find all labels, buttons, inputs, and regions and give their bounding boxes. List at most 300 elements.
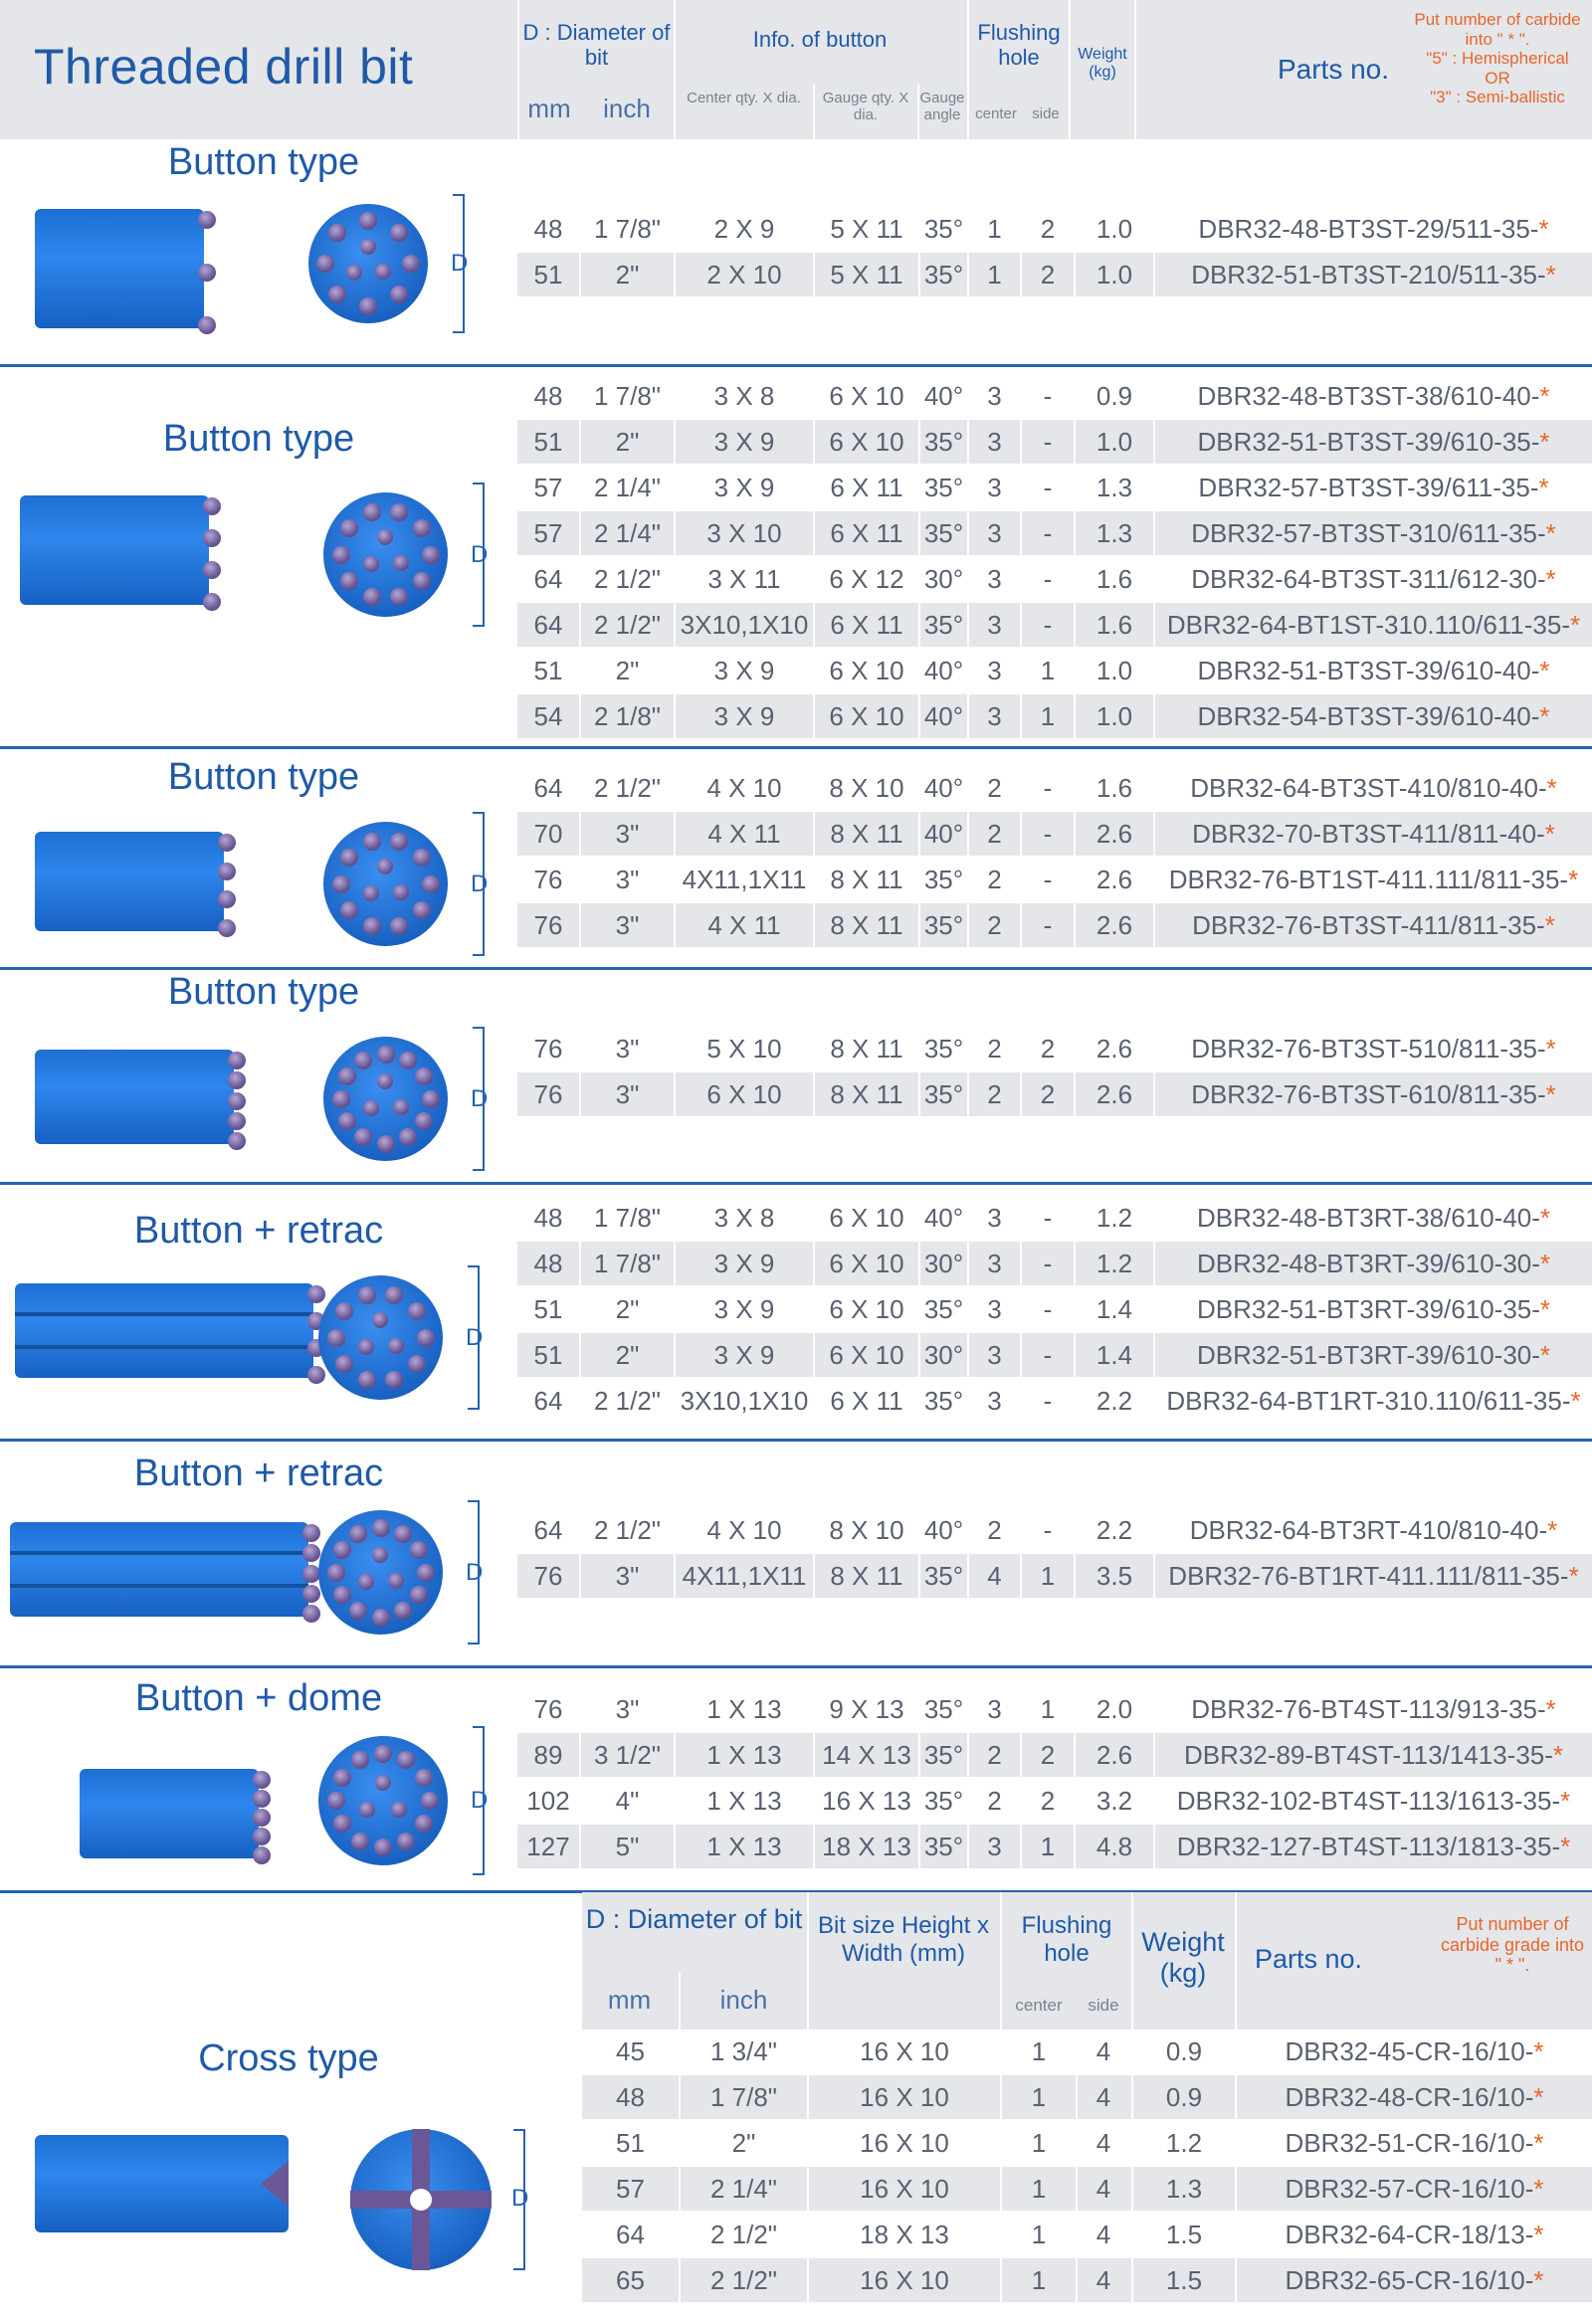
gauge-qty-cell: 8 X 11 <box>830 865 903 894</box>
center-qty-cell: 4 X 10 <box>706 773 782 803</box>
flushing-center-cell: 3 <box>987 1203 1002 1233</box>
part-number-text: DBR32-127-BT4ST-113/1813-35- <box>1176 1832 1561 1861</box>
gauge-angle-cell: 35° <box>923 1386 964 1416</box>
cell-divider <box>674 1072 676 1116</box>
center-qty-cell: 3 X 10 <box>706 518 782 548</box>
mm-cell: 48 <box>533 381 563 411</box>
inch-cell: 2" <box>615 1294 640 1324</box>
flushing-center-cell: 2 <box>987 910 1002 940</box>
cell-divider <box>967 253 969 296</box>
section-title: Button type <box>162 418 355 460</box>
table-row <box>517 374 1592 418</box>
gauge-angle-header: Gauge angle <box>919 90 965 124</box>
carbide-button-image <box>351 1751 369 1769</box>
cell-divider <box>674 420 676 464</box>
carbide-placeholder: * <box>1570 1386 1581 1416</box>
carbide-placeholder: * <box>1560 1786 1571 1816</box>
dimension-cap <box>513 2129 525 2131</box>
part-number-cell <box>1155 766 1592 810</box>
divider <box>1134 0 1136 139</box>
bit-size-cell: 16 X 10 <box>860 2174 949 2204</box>
gauge-qty-cell: 6 X 11 <box>830 518 903 548</box>
flushing-center-cell: 3 <box>987 1386 1002 1416</box>
flushing-side-cell: - <box>1043 1515 1053 1545</box>
cell-divider <box>1153 603 1155 647</box>
gauge-qty-cell: 6 X 10 <box>829 1294 904 1324</box>
dimension-label: D <box>471 540 489 568</box>
mm-cell: 45 <box>616 2036 645 2066</box>
part-number-text: DBR32-76-BT3ST-510/811-35- <box>1191 1034 1546 1064</box>
carbide-button-image <box>228 1092 246 1110</box>
gauge-qty-cell: 6 X 11 <box>830 610 903 640</box>
weight-cell: 1.0 <box>1095 260 1133 290</box>
part-number-text: DBR32-48-BT3RT-38/610-40- <box>1196 1203 1540 1233</box>
carbide-button-image <box>363 1100 379 1116</box>
center-qty-cell: 3 X 9 <box>713 1294 775 1324</box>
cross-inch-header: inch <box>719 1985 768 2015</box>
carbide-placeholder: * <box>1568 1561 1579 1591</box>
carbide-button-image <box>302 1585 320 1603</box>
cell-divider <box>674 903 676 947</box>
part-number-text: DBR32-64-CR-18/13- <box>1285 2220 1534 2249</box>
table-row <box>517 1196 1592 1240</box>
flushing-center-cell: 3 <box>987 656 1002 685</box>
part-number-cell <box>1237 2030 1592 2073</box>
flushing-center-cell: 3 <box>987 1249 1002 1278</box>
cross-weight-header: Weight (kg) <box>1141 1927 1225 1989</box>
flushing-side-cell: 1 <box>1040 656 1056 685</box>
table-row <box>517 1287 1592 1331</box>
gauge-angle-cell: 40° <box>923 701 964 731</box>
part-number-cell <box>1155 557 1592 601</box>
carbide-button-image <box>408 1355 426 1373</box>
carbide-placeholder: * <box>1539 1294 1551 1324</box>
gauge-angle-cell: 35° <box>923 910 964 940</box>
carbide-button-image <box>363 588 381 606</box>
flushing-center-cell: 1 <box>1031 2082 1047 2112</box>
flushing-center-cell: 1 <box>1031 2174 1047 2204</box>
part-number-text: DBR32-51-BT3ST-39/610-40- <box>1197 656 1540 685</box>
weight-cell: 1.0 <box>1095 656 1133 685</box>
cell-divider <box>813 1733 815 1777</box>
center-qty-cell: 3 X 9 <box>713 701 775 731</box>
cell-divider <box>918 812 920 856</box>
carbide-placeholder: * <box>1544 910 1555 940</box>
flushing-center-cell: 2 <box>987 865 1002 894</box>
part-number-text: DBR32-57-CR-16/10- <box>1285 2174 1534 2204</box>
inch-cell: 2 1/2" <box>593 1386 662 1416</box>
flushing-side-cell: - <box>1043 1294 1053 1324</box>
carbide-placeholder: * <box>1533 2128 1544 2158</box>
divider <box>813 85 815 139</box>
inch-cell: 1 7/8" <box>593 1203 662 1233</box>
carbide-button-image <box>372 1519 390 1537</box>
flushing-side-cell: 2 <box>1040 1034 1056 1064</box>
carbide-button-image <box>340 572 358 590</box>
part-number-text: DBR32-76-BT4ST-113/913-35- <box>1191 1694 1546 1724</box>
cell-divider <box>674 511 676 555</box>
cell-divider <box>1000 2258 1002 2302</box>
cross-bit-face-image <box>350 2129 492 2270</box>
gauge-qty-cell: 5 X 11 <box>830 214 903 244</box>
cross-flushing-center: center <box>1015 1996 1063 2015</box>
dimension-cap <box>473 1873 485 1875</box>
center-qty-cell: 3 X 9 <box>713 1340 775 1370</box>
flushing-side-cell: - <box>1043 773 1053 803</box>
flushing-side-cell: 1 <box>1040 1561 1056 1591</box>
carbide-button-image <box>375 1775 391 1791</box>
cell-divider <box>579 1554 581 1598</box>
flushing-center-cell: 1 <box>1031 2036 1047 2066</box>
gauge-qty-cell: 6 X 10 <box>829 1203 904 1233</box>
dimension-cap <box>473 483 485 484</box>
flushing-side-cell: 1 <box>1040 701 1056 731</box>
part-number-cell <box>1155 1554 1592 1598</box>
flushing-center-cell: 1 <box>1031 2128 1047 2158</box>
carbide-button-image <box>390 588 408 606</box>
gauge-angle-cell: 35° <box>923 1561 964 1591</box>
dimension-label: D <box>471 870 489 897</box>
carbide-button-image <box>335 1302 353 1320</box>
part-number-text: DBR32-51-CR-16/10- <box>1285 2128 1534 2158</box>
inch-cell: 2 1/2" <box>593 610 662 640</box>
carbide-button-image <box>198 316 216 334</box>
carbide-placeholder: * <box>1539 381 1550 411</box>
cell-divider <box>579 1333 581 1377</box>
cell-divider <box>1235 2075 1237 2119</box>
carbide-button-image <box>415 1067 433 1085</box>
part-number-text: DBR32-54-BT3ST-39/610-40- <box>1197 701 1540 731</box>
flushing-center-cell: 3 <box>987 1694 1002 1724</box>
weight-cell: 1.2 <box>1095 1249 1133 1278</box>
cross-flushing-side: side <box>1088 1996 1119 2015</box>
cell-divider <box>1074 812 1076 856</box>
center-qty-cell: 4 X 10 <box>706 1515 782 1545</box>
flushing-center-cell: 3 <box>987 381 1002 411</box>
cell-divider <box>579 903 581 947</box>
table-row <box>517 466 1592 509</box>
weight-cell: 1.3 <box>1095 518 1133 548</box>
flushing-center-cell: 3 <box>987 1294 1002 1324</box>
cell-divider <box>1153 253 1155 296</box>
carbide-button-image <box>385 1286 403 1304</box>
cell-divider <box>1074 694 1076 738</box>
cell-divider <box>1020 253 1022 296</box>
part-number-text: DBR32-57-BT3ST-39/611-35- <box>1198 473 1539 502</box>
carbide-button-image <box>338 1067 356 1085</box>
table-row <box>517 1072 1592 1116</box>
carbide-button-image <box>397 1751 415 1769</box>
carbide-placeholder: * <box>1533 2082 1544 2112</box>
center-qty-cell: 1 X 13 <box>706 1740 782 1770</box>
cell-divider <box>1020 1554 1022 1598</box>
cell-divider <box>967 603 969 647</box>
part-number-text: DBR32-64-BT1ST-310.110/611-35- <box>1166 610 1571 640</box>
cell-divider <box>579 603 581 647</box>
gauge-qty-cell: 8 X 11 <box>830 1034 903 1064</box>
bit-size-cell: 18 X 13 <box>860 2220 949 2249</box>
cell-divider <box>674 1733 676 1777</box>
cell-divider <box>1153 420 1155 464</box>
flushing-hole-image <box>410 2189 432 2211</box>
table-row <box>517 1733 1592 1777</box>
weight-cell: 1.2 <box>1095 1203 1133 1233</box>
flushing-center-cell: 4 <box>987 1561 1002 1591</box>
bit-side-image <box>80 1769 259 1858</box>
carbide-button-image <box>328 224 346 242</box>
dimension-label: D <box>466 1323 484 1351</box>
carbide-button-image <box>349 1525 367 1543</box>
inch-cell: 2" <box>615 427 640 457</box>
cell-divider <box>579 694 581 738</box>
center-qty-cell: 3 X 8 <box>713 1203 775 1233</box>
page-title: Threaded drill bit <box>34 39 414 95</box>
carbide-placeholder: * <box>1538 214 1549 244</box>
cell-divider <box>1074 1554 1076 1598</box>
gauge-qty-cell: 8 X 11 <box>830 910 903 940</box>
gauge-angle-cell: 35° <box>923 214 964 244</box>
carbide-placeholder: * <box>1560 1832 1571 1861</box>
flushing-side-cell: 4 <box>1095 2036 1111 2066</box>
weight-cell: 1.3 <box>1165 2174 1203 2204</box>
cell-divider <box>1020 694 1022 738</box>
table-row <box>517 511 1592 555</box>
gauge-angle-cell: 35° <box>923 1832 964 1861</box>
carbide-button-image <box>253 1828 271 1845</box>
cell-divider <box>967 420 969 464</box>
part-number-cell <box>1155 858 1592 901</box>
dimension-cap <box>468 1265 480 1267</box>
gauge-qty-cell: 8 X 10 <box>829 773 904 803</box>
carbide-button-image <box>377 1135 395 1153</box>
mm-cell: 51 <box>533 427 563 457</box>
carbide-button-image <box>335 1355 353 1373</box>
bit-face-image <box>318 1510 443 1635</box>
part-number-cell <box>1155 374 1592 418</box>
gauge-qty-cell: 14 X 13 <box>822 1740 911 1770</box>
cell-divider <box>1074 1333 1076 1377</box>
cross-bit-side-image <box>35 2135 289 2232</box>
bit-face-image <box>308 204 428 323</box>
flushing-side-cell: 4 <box>1095 2220 1111 2249</box>
cell-divider <box>1020 1333 1022 1377</box>
gauge-angle-cell: 40° <box>923 1203 964 1233</box>
flushing-side-cell: - <box>1043 819 1053 849</box>
weight-cell: 2.6 <box>1095 865 1133 894</box>
flushing-side-cell: - <box>1043 473 1053 502</box>
mm-cell: 51 <box>533 1294 563 1324</box>
carbide-button-image <box>332 875 350 893</box>
carbide-button-image <box>253 1809 271 1827</box>
cell-divider <box>1131 2258 1133 2302</box>
part-number-cell <box>1155 420 1592 464</box>
gauge-angle-cell: 40° <box>923 381 964 411</box>
carbide-button-image <box>393 555 409 571</box>
mm-cell: 64 <box>533 1386 563 1416</box>
weight-cell: 1.2 <box>1165 2128 1203 2158</box>
carbide-button-image <box>218 863 236 880</box>
part-number-cell <box>1155 903 1592 947</box>
dimension-label: D <box>451 250 469 277</box>
carbide-button-image <box>340 901 358 919</box>
weight-cell: 3.5 <box>1095 1561 1133 1591</box>
carbide-button-image <box>372 1609 390 1627</box>
cell-divider <box>679 2075 681 2119</box>
carbide-button-image <box>417 1564 435 1582</box>
carbide-button-image <box>203 529 221 547</box>
dimension-cap <box>453 331 465 333</box>
cross-mm-header: mm <box>607 1985 652 2015</box>
part-number-cell <box>1155 812 1592 856</box>
center-qty-cell: 3 X 9 <box>713 427 775 457</box>
retrac-groove <box>10 1584 308 1588</box>
cell-divider <box>1076 2258 1078 2302</box>
carbide-button-image <box>393 884 409 900</box>
carbide-placeholder: * <box>1545 1694 1556 1724</box>
gauge-angle-cell: 35° <box>923 427 964 457</box>
flushing-side-cell: 4 <box>1095 2128 1111 2158</box>
cell-divider <box>579 1825 581 1868</box>
cell-divider <box>1076 2167 1078 2211</box>
cross-parts-header: Parts no. <box>1254 1944 1363 1974</box>
inch-cell: 3 1/2" <box>593 1740 662 1770</box>
cell-divider <box>813 511 815 555</box>
mm-cell: 76 <box>533 1561 563 1591</box>
weight-cell: 1.6 <box>1095 610 1133 640</box>
gauge-angle-cell: 40° <box>923 773 964 803</box>
cell-divider <box>918 1733 920 1777</box>
cell-divider <box>967 903 969 947</box>
gauge-qty-cell: 6 X 11 <box>830 473 903 502</box>
flushing-center-cell: 3 <box>987 518 1002 548</box>
inch-cell: 5" <box>615 1832 640 1861</box>
carbide-button-image <box>397 1833 415 1850</box>
bit-face-image <box>323 822 448 946</box>
carbide-placeholder: * <box>1539 1203 1551 1233</box>
inch-cell: 2" <box>615 656 640 685</box>
cross-table-header <box>582 1892 1592 2030</box>
gauge-qty-cell: 8 X 11 <box>830 1079 903 1109</box>
cell-divider <box>1153 1242 1155 1285</box>
carbide-button-image <box>372 1312 388 1328</box>
cell-divider <box>579 1072 581 1116</box>
mm-cell: 54 <box>533 701 563 731</box>
carbide-button-image <box>333 1815 351 1833</box>
flushing-center-cell: 2 <box>987 1079 1002 1109</box>
part-number-text: DBR32-51-BT3ST-210/511-35- <box>1191 260 1546 290</box>
bit-size-cell: 16 X 10 <box>860 2128 949 2158</box>
flushing-side-cell: - <box>1043 427 1053 457</box>
retrac-groove <box>15 1312 313 1316</box>
weight-cell: 1.5 <box>1165 2220 1203 2249</box>
carbide-button-image <box>228 1071 246 1089</box>
mm-cell: 64 <box>533 610 563 640</box>
cell-divider <box>967 511 969 555</box>
mm-cell: 57 <box>533 518 563 548</box>
cell-divider <box>674 812 676 856</box>
section-title: Cross type <box>198 2037 379 2079</box>
flushing-side-cell: 4 <box>1095 2082 1111 2112</box>
center-qty-cell: 1 X 13 <box>706 1694 782 1724</box>
bit-side-image <box>35 209 204 328</box>
carbide-note-line: "5" : Hemispherical <box>1426 49 1569 69</box>
dimension-cap <box>513 2268 525 2270</box>
bit-side-image <box>20 495 209 605</box>
gauge-angle-cell: 30° <box>923 1249 964 1278</box>
cell-divider <box>579 1733 581 1777</box>
carbide-button-image <box>410 1586 428 1604</box>
table-row <box>517 1027 1592 1070</box>
center-qty-cell: 2 X 9 <box>713 214 775 244</box>
carbide-note-line: Put number of carbide into " * ". <box>1414 10 1581 49</box>
flushing-side-cell: - <box>1043 910 1053 940</box>
inch-cell: 3" <box>615 910 640 940</box>
inch-cell: 3" <box>615 1694 640 1724</box>
flushing-side-cell: - <box>1043 1203 1053 1233</box>
carbide-button-image <box>253 1790 271 1808</box>
flushing-center-cell: 1 <box>1031 2220 1047 2249</box>
cell-divider <box>1020 1825 1022 1868</box>
bit-size-cell: 16 X 10 <box>860 2082 949 2112</box>
bit-side-image <box>15 1283 313 1378</box>
carbide-button-image <box>399 1128 417 1146</box>
weight-header: Weight (kg) <box>1078 46 1127 82</box>
weight-cell: 3.2 <box>1095 1786 1133 1816</box>
dimension-label: D <box>511 2185 529 2212</box>
cell-divider <box>674 694 676 738</box>
part-number-text: DBR32-76-BT3ST-610/811-35- <box>1191 1079 1546 1109</box>
table-row <box>517 1554 1592 1598</box>
table-row <box>517 603 1592 647</box>
cell-divider <box>918 253 920 296</box>
gauge-qty-cell: 6 X 10 <box>829 656 904 685</box>
cell-divider <box>1020 420 1022 464</box>
center-qty-cell: 1 X 13 <box>706 1832 782 1861</box>
center-qty-cell: 3X10,1X10 <box>680 610 809 640</box>
mm-cell: 127 <box>526 1832 570 1861</box>
flushing-center-cell: 2 <box>987 1786 1002 1816</box>
cell-divider <box>1000 2167 1002 2211</box>
inch-cell: 3" <box>615 1561 640 1591</box>
inch-cell: 3" <box>615 1034 640 1064</box>
carbide-button-image <box>363 917 381 935</box>
cell-divider <box>1131 2167 1133 2211</box>
cell-divider <box>1153 1825 1155 1868</box>
section-divider <box>0 364 1592 367</box>
carbide-button-image <box>346 265 362 281</box>
part-number-cell <box>1237 2213 1592 2256</box>
cell-divider <box>579 812 581 856</box>
bit-side-image <box>10 1522 308 1617</box>
cell-divider <box>1020 903 1022 947</box>
weight-cell: 1.6 <box>1095 773 1133 803</box>
cell-divider <box>1153 812 1155 856</box>
carbide-button-image <box>415 1769 433 1787</box>
cell-divider <box>579 511 581 555</box>
center-qty-cell: 4 X 11 <box>707 910 781 940</box>
part-number-text: DBR32-48-CR-16/10- <box>1285 2082 1534 2112</box>
table-row <box>517 766 1592 810</box>
cell-divider <box>1153 694 1155 738</box>
carbide-button-image <box>228 1132 246 1150</box>
carbide-button-image <box>363 885 379 901</box>
weight-cell: 0.9 <box>1165 2036 1203 2066</box>
cell-divider <box>1235 2167 1237 2211</box>
cross-flushing-header: Flushing hole <box>1021 1912 1112 1967</box>
carbide-button-image <box>410 1541 428 1559</box>
mm-cell: 76 <box>533 1694 563 1724</box>
flushing-center-cell: 2 <box>987 1740 1002 1770</box>
